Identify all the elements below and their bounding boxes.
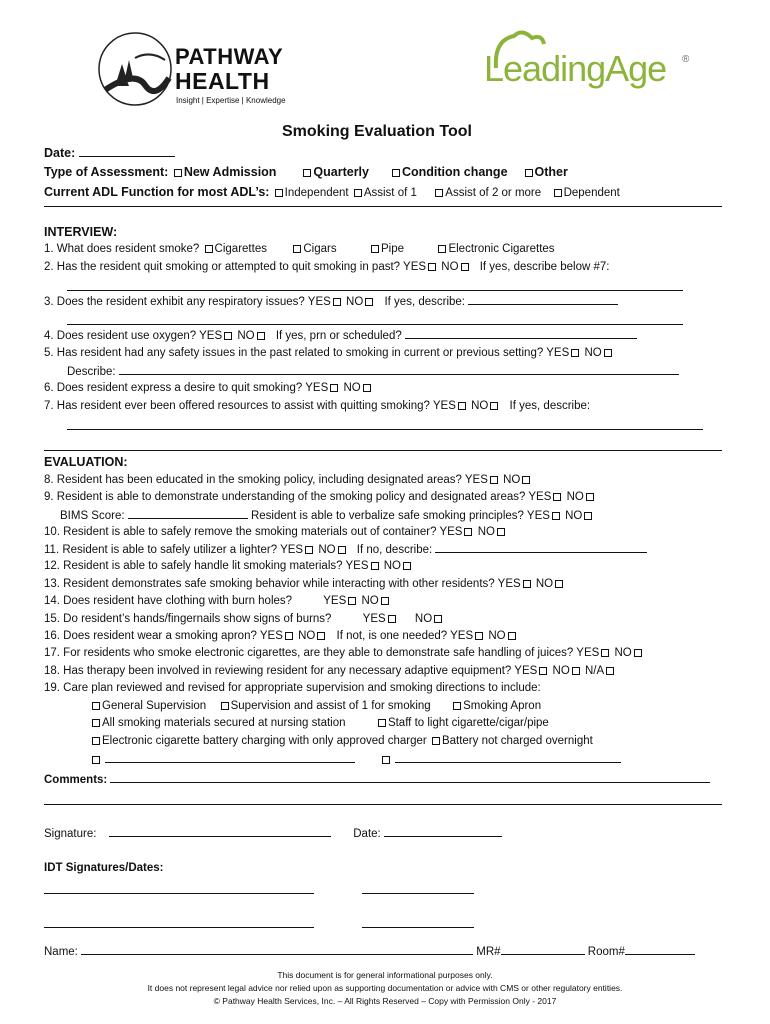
pathway-health-logo	[95, 30, 315, 110]
checkbox-q14-yes[interactable]	[348, 597, 356, 605]
q2-no: NO	[441, 261, 459, 273]
comments-field[interactable]	[110, 772, 710, 783]
checkbox-assist-1[interactable]	[354, 189, 362, 197]
checkbox-new-admission[interactable]	[174, 169, 182, 177]
checkbox-q5-yes[interactable]	[571, 349, 579, 357]
q1-text: 1. What does resident smoke?	[44, 243, 200, 255]
checkbox-q3-no[interactable]	[365, 298, 373, 306]
checkbox-other[interactable]	[525, 169, 533, 177]
opt-cigars: Cigars	[303, 243, 337, 255]
question-5	[44, 346, 614, 360]
question-2	[44, 260, 609, 274]
q14-text: 14. Does resident have clothing with burn holes?	[44, 595, 293, 607]
q15-text: 15. Do resident’s hands/fingernails show signs of burns?	[44, 613, 332, 625]
idt-heading: IDT Signatures/Dates:	[44, 862, 164, 874]
question-15	[44, 612, 444, 626]
other-1-field[interactable]	[105, 752, 355, 763]
option-condition-change: Condition change	[401, 165, 508, 179]
mr-label: MR#	[476, 946, 501, 958]
question-18	[44, 664, 616, 678]
checkbox-supervision-assist[interactable]	[221, 702, 229, 710]
checkbox-other-2[interactable]	[382, 756, 390, 764]
q13-no: NO	[535, 578, 554, 590]
opt-electronic: Electronic Cigarettes	[448, 243, 555, 255]
q2-text: 2. Has the resident quit smoking or attempted to quit smoking in past? YES	[44, 261, 427, 273]
checkbox-q15-yes[interactable]	[388, 615, 396, 623]
room-label: Room#	[587, 946, 625, 958]
q17-no: NO	[614, 647, 632, 659]
leadingage-logo	[484, 30, 704, 100]
signature-field[interactable]	[109, 826, 331, 837]
q11-no: NO	[318, 544, 336, 556]
q12-text: 12. Resident is able to safely handle lit smoking materials? YES	[44, 560, 369, 572]
checkbox-q18-no[interactable]	[572, 667, 580, 675]
q7-answer-line[interactable]	[67, 429, 703, 430]
evaluation-heading: EVALUATION:	[44, 455, 128, 469]
name-field[interactable]	[81, 944, 473, 955]
mr-field[interactable]	[501, 944, 585, 955]
q18-na: N/A	[584, 665, 605, 677]
assessment-type-row	[44, 165, 568, 179]
q4-no: NO	[237, 330, 255, 342]
q4-tail: If yes, prn or scheduled?	[275, 330, 402, 342]
q13-text: 13. Resident demonstrates safe smoking behavior while interacting with other residents? YES	[44, 578, 521, 590]
question-11	[44, 542, 647, 557]
q11-tail: If no, describe:	[356, 544, 433, 556]
page-title: Smoking Evaluation Tool	[282, 123, 472, 140]
checkbox-q4-no[interactable]	[257, 332, 265, 340]
idt-signature-2[interactable]	[44, 927, 314, 928]
checkbox-q18-na[interactable]	[606, 667, 614, 675]
comments-line-2[interactable]	[44, 804, 722, 805]
checkbox-q13-yes[interactable]	[523, 580, 531, 588]
question-16	[44, 629, 518, 643]
bims-no: NO	[565, 510, 583, 522]
question-1	[44, 242, 555, 256]
cp-smoking-apron: Smoking Apron	[463, 700, 542, 712]
cp-supervision-assist: Supervision and assist of 1 for smoking	[230, 700, 431, 712]
cp-battery-approved: Electronic cigarette battery charging with only approved charger	[102, 735, 427, 747]
q3-describe-field[interactable]	[468, 294, 618, 305]
q16-text: 16. Does resident wear a smoking apron? YES	[44, 630, 283, 642]
q3-no: NO	[346, 296, 364, 308]
checkbox-q8-no[interactable]	[522, 476, 530, 484]
q16b-no: NO	[488, 630, 506, 642]
q10-no: NO	[477, 526, 495, 538]
q2-answer-line[interactable]	[67, 290, 683, 291]
q8-text: 8. Resident has been educated in the smoking policy, including designated areas? YES	[44, 474, 488, 486]
adl-row	[44, 185, 620, 200]
q12-no: NO	[383, 560, 401, 572]
cp-materials-secured: All smoking materials secured at nursing station	[102, 717, 346, 729]
checkbox-q11-no[interactable]	[338, 546, 346, 554]
checkbox-q9-no[interactable]	[586, 493, 594, 501]
checkbox-general-supervision[interactable]	[92, 702, 100, 710]
careplan-row-1	[90, 699, 541, 713]
idt-date-1[interactable]	[362, 893, 474, 894]
option-quarterly: Quarterly	[313, 165, 369, 179]
checkbox-q10-no[interactable]	[497, 528, 505, 536]
q5-describe-field[interactable]	[119, 364, 679, 375]
q5-text: 5. Has resident had any safety issues in the past related to smoking in current or previous setting? YES	[44, 347, 570, 359]
checkbox-materials-secured[interactable]	[92, 719, 100, 727]
question-10	[44, 525, 507, 539]
q7-no: NO	[471, 400, 489, 412]
q7-text: 7. Has resident ever been offered resources to assist with quitting smoking? YES	[44, 400, 456, 412]
adl-label: Current ADL Function for most ADL’s:	[44, 185, 270, 199]
option-assist-2: Assist of 2 or more	[445, 187, 542, 199]
checkbox-assist-2[interactable]	[435, 189, 443, 197]
idt-signature-1[interactable]	[44, 893, 314, 894]
checkbox-dependent[interactable]	[554, 189, 562, 197]
option-other: Other	[534, 165, 568, 179]
checkbox-q10-yes[interactable]	[464, 528, 472, 536]
checkbox-q2-no[interactable]	[461, 263, 469, 271]
checkbox-q3-yes[interactable]	[333, 298, 341, 306]
q3-tail: If yes, describe:	[384, 296, 466, 308]
leadingage-name: LeadingAge	[484, 48, 667, 89]
date-label: Date:	[44, 146, 76, 160]
pathway-tagline: Insight | Expertise | Knowledge	[176, 96, 286, 105]
checkbox-q7-yes[interactable]	[458, 402, 466, 410]
checkbox-q11-yes[interactable]	[305, 546, 313, 554]
checkbox-independent[interactable]	[275, 189, 283, 197]
checkbox-q2-yes[interactable]	[428, 263, 436, 271]
checkbox-q16b-yes[interactable]	[475, 632, 483, 640]
checkbox-q17-yes[interactable]	[601, 649, 609, 657]
bims-score-field[interactable]	[128, 508, 248, 519]
q18-text: 18. Has therapy been involved in reviewing resident for any necessary adaptive equipment? YES	[44, 665, 538, 677]
date-field[interactable]	[79, 146, 175, 157]
checkbox-q7-no[interactable]	[490, 402, 498, 410]
q16-tail: If not, is one needed? YES	[336, 630, 474, 642]
cp-general-supervision: General Supervision	[102, 700, 207, 712]
q17-text: 17. For residents who smoke electronic cigarettes, are they able to demonstrate safe handling of juices? YES	[44, 647, 600, 659]
question-9	[44, 490, 596, 504]
checkbox-staff-light[interactable]	[378, 719, 386, 727]
signature-label: Signature:	[44, 828, 97, 840]
footer-line-1: This document is for general informational purposes only.	[277, 970, 493, 980]
q5-describe-row	[67, 364, 679, 379]
pathway-name-2: HEALTH	[175, 68, 270, 94]
q10-text: 10. Resident is able to safely remove the smoking materials out of container? YES	[44, 526, 463, 538]
signature-row	[44, 826, 502, 841]
name-label: Name:	[44, 946, 78, 958]
bims-row	[60, 508, 594, 523]
name-row	[44, 944, 695, 959]
question-3	[44, 294, 618, 309]
careplan-row-3	[90, 734, 593, 748]
checkbox-q9-yes[interactable]	[553, 493, 561, 501]
q16-no: NO	[298, 630, 316, 642]
q15-yes: YES	[362, 613, 386, 625]
q14-yes: YES	[323, 595, 347, 607]
opt-cigarettes: Cigarettes	[214, 243, 267, 255]
comments-row	[44, 772, 710, 787]
q8-no: NO	[503, 474, 521, 486]
q7-tail: If yes, describe:	[509, 400, 591, 412]
checkbox-battery-overnight[interactable]	[432, 737, 440, 745]
checkbox-q15-no[interactable]	[434, 615, 442, 623]
cp-staff-light: Staff to light cigarette/cigar/pipe	[387, 717, 549, 729]
checkbox-q6-no[interactable]	[363, 384, 371, 392]
checkbox-q12-yes[interactable]	[371, 562, 379, 570]
q3-answer-line[interactable]	[67, 324, 683, 325]
question-19	[44, 681, 541, 695]
other-2-field[interactable]	[395, 752, 621, 763]
checkbox-q17-no[interactable]	[634, 649, 642, 657]
q5-no: NO	[584, 347, 602, 359]
divider	[44, 206, 722, 207]
comments-label: Comments:	[44, 774, 108, 786]
checkbox-smoking-apron[interactable]	[453, 702, 461, 710]
q2-tail: If yes, describe below #7:	[479, 261, 610, 273]
careplan-row-4	[90, 752, 621, 767]
cp-battery-overnight: Battery not charged overnight	[441, 735, 593, 747]
checkbox-q18-yes[interactable]	[539, 667, 547, 675]
q14-no: NO	[361, 595, 379, 607]
divider	[44, 450, 722, 451]
bims-label: BIMS Score:	[60, 510, 125, 522]
q19-text: 19. Care plan reviewed and revised for appropriate supervision and smoking directions to include:	[44, 682, 541, 694]
q11-text: 11. Resident is able to safely utilizer a lighter? YES	[44, 544, 304, 556]
checkbox-q8-yes[interactable]	[490, 476, 498, 484]
date-row	[44, 146, 175, 160]
q6-text: 6. Does resident express a desire to quit smoking? YES	[44, 382, 329, 394]
checkbox-q16-no[interactable]	[317, 632, 325, 640]
interview-heading: INTERVIEW:	[44, 225, 118, 239]
option-assist-1: Assist of 1	[363, 187, 417, 199]
question-13	[44, 577, 565, 591]
checkbox-other-1[interactable]	[92, 756, 100, 764]
q4-field[interactable]	[405, 328, 637, 339]
checkbox-q16-yes[interactable]	[285, 632, 293, 640]
opt-pipe: Pipe	[381, 243, 405, 255]
q4-text: 4. Does resident use oxygen? YES	[44, 330, 223, 342]
checkbox-bims-yes[interactable]	[552, 512, 560, 520]
question-8	[44, 473, 532, 487]
q15-no: NO	[414, 613, 433, 625]
careplan-row-2	[90, 716, 549, 730]
room-field[interactable]	[625, 944, 695, 955]
pathway-name-1: PATHWAY	[175, 44, 284, 69]
sig-date-field[interactable]	[384, 826, 502, 837]
question-17	[44, 646, 644, 660]
option-independent: Independent	[284, 187, 349, 199]
question-14	[44, 594, 391, 608]
checkbox-condition-change[interactable]	[392, 169, 400, 177]
question-4	[44, 328, 637, 343]
checkbox-q14-no[interactable]	[381, 597, 389, 605]
checkbox-bims-no[interactable]	[584, 512, 592, 520]
footer-line-2: It does not represent legal advice nor relied upon as supporting documentation or advice with CMS or other regulatory entities.	[147, 983, 623, 993]
question-12	[44, 559, 413, 573]
checkbox-q12-no[interactable]	[403, 562, 411, 570]
q18-no: NO	[552, 665, 570, 677]
q5-describe-label: Describe:	[67, 366, 116, 378]
sig-date-label: Date:	[353, 828, 381, 840]
checkbox-pipe[interactable]	[371, 245, 379, 253]
q3-text: 3. Does the resident exhibit any respiratory issues? YES	[44, 296, 331, 308]
checkbox-q13-no[interactable]	[555, 580, 563, 588]
footer-line-3: © Pathway Health Services, Inc. – All Rights Reserved – Copy with Permission Only - 2017	[213, 996, 557, 1006]
q9-text: 9. Resident is able to demonstrate understanding of the smoking policy and designated areas? YES	[44, 491, 552, 503]
checkbox-q16b-no[interactable]	[508, 632, 516, 640]
idt-date-2[interactable]	[362, 927, 474, 928]
pathway-emblem-icon	[95, 30, 175, 108]
checkbox-q6-yes[interactable]	[330, 384, 338, 392]
registered-mark: ®	[682, 54, 690, 65]
checkbox-electronic[interactable]	[438, 245, 446, 253]
checkbox-quarterly[interactable]	[303, 169, 311, 177]
checkbox-cigars[interactable]	[293, 245, 301, 253]
q11-describe-field[interactable]	[435, 542, 647, 553]
q6-no: NO	[343, 382, 361, 394]
q9-no: NO	[566, 491, 584, 503]
checkbox-q5-no[interactable]	[604, 349, 612, 357]
option-dependent: Dependent	[563, 187, 620, 199]
question-7	[44, 399, 590, 413]
checkbox-battery-approved[interactable]	[92, 737, 100, 745]
question-6	[44, 381, 373, 395]
option-new-admission: New Admission	[183, 165, 277, 179]
assessment-type-label: Type of Assessment:	[44, 165, 169, 179]
checkbox-q4-yes[interactable]	[224, 332, 232, 340]
checkbox-cigarettes[interactable]	[205, 245, 213, 253]
bims-tail: Resident is able to verbalize safe smoking principles? YES	[250, 510, 550, 522]
